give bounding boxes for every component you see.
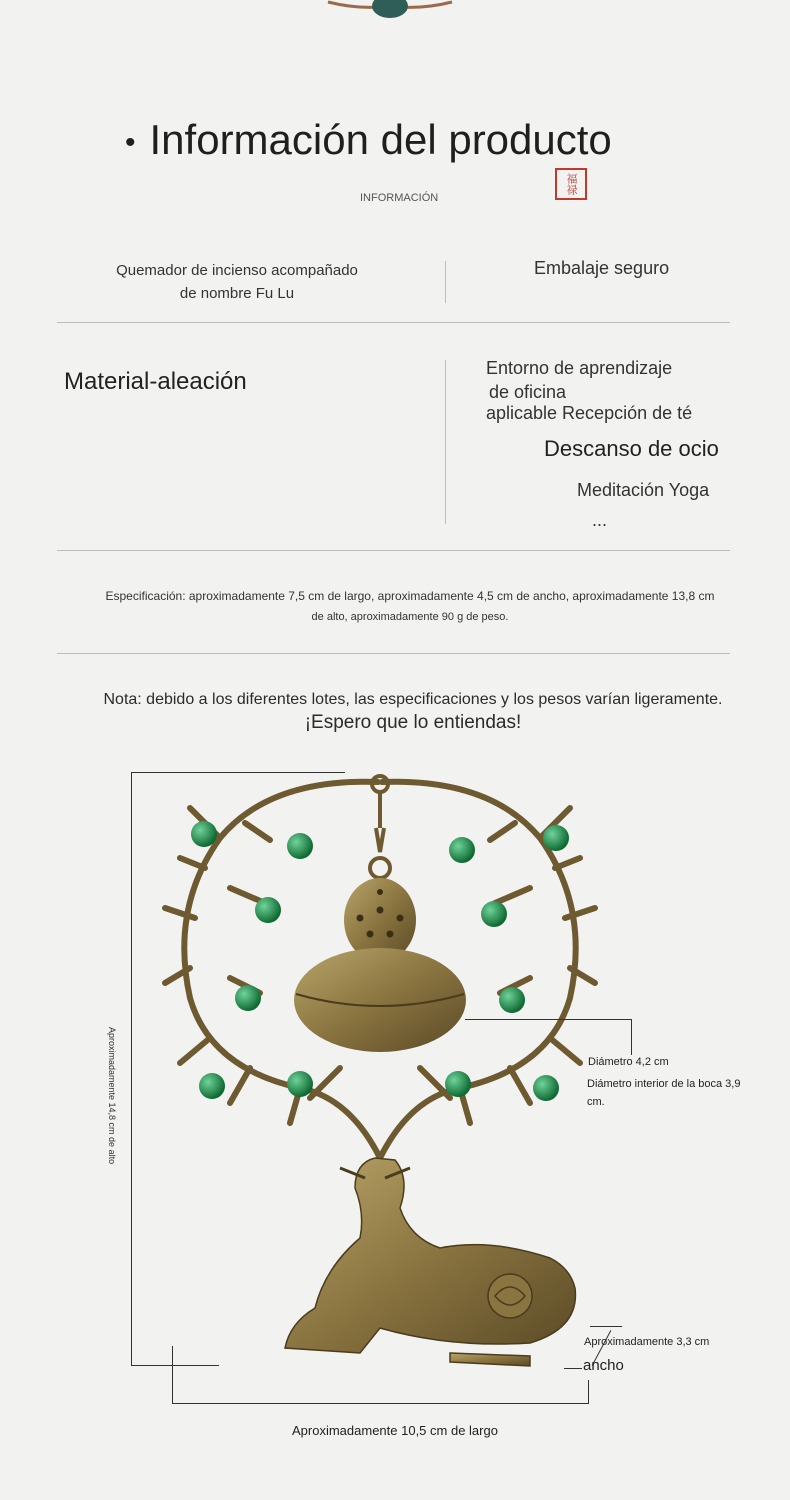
material-label: Material-aleación: [64, 368, 247, 395]
divider-vertical-1: [445, 261, 446, 303]
diameter-line-h: [465, 1019, 631, 1020]
length-line-right: [588, 1380, 589, 1404]
note-line1: Nota: debido a los diferentes lotes, las especificaciones y los pesos varían ligeramente.: [103, 691, 723, 708]
page-subtitle: INFORMACIÓN: [360, 192, 439, 204]
width-line-top: [590, 1326, 622, 1327]
divider-3: [57, 653, 730, 654]
width-line-bottom: [564, 1368, 582, 1369]
environment-line2: de oficina: [489, 382, 567, 402]
height-line-bottom: [131, 1365, 219, 1366]
inner-diameter-line1: Diámetro interior de la boca 3,9: [587, 1078, 741, 1090]
environment-line6: ...: [592, 510, 608, 530]
length-line-bottom: [172, 1403, 589, 1404]
title-bullet: •: [125, 125, 136, 159]
environment-line5: Meditación Yoga: [577, 480, 710, 500]
page-title: • Información del producto: [125, 116, 612, 163]
spec-line2: de alto, aproximadamente 90 g de peso.: [311, 611, 509, 623]
divider-2: [57, 550, 730, 551]
seal-text: 福禄: [565, 173, 578, 195]
diameter-line-v: [631, 1019, 632, 1055]
diameter-label: Diámetro 4,2 cm: [588, 1056, 669, 1068]
length-line-left: [172, 1346, 173, 1404]
environment-line1: Entorno de aprendizaje: [486, 358, 673, 378]
gourd-burner: [294, 878, 466, 1052]
length-label: Aproximadamente 10,5 cm de largo: [292, 1423, 498, 1438]
inner-diameter-line2: cm.: [587, 1096, 605, 1108]
environment-line3: aplicable Recepción de té: [486, 403, 693, 423]
divider-1: [57, 322, 730, 323]
spec-line1: Especificación: aproximadamente 7,5 cm de largo, aproximadamente 4,5 cm de ancho, aproximadamente 13,8 cm: [105, 589, 715, 603]
environment-line4: Descanso de ocio: [544, 436, 719, 461]
height-label: Aproximadamente 14,8 cm de alto: [107, 1027, 117, 1165]
width-label-line1: Aproximadamente 3,3 cm: [584, 1336, 710, 1348]
height-line-top: [131, 772, 345, 773]
packaging-label: Embalaje seguro: [534, 258, 670, 278]
seal-stamp: [555, 168, 587, 200]
height-line-vertical: [131, 772, 132, 1366]
width-label-line2: ancho: [583, 1357, 624, 1374]
note-line2: ¡Espero que lo entiendas!: [304, 712, 522, 733]
incense-burner-illustration: [150, 768, 610, 1378]
divider-vertical-2: [445, 360, 446, 524]
product-name: Quemador de incienso acompañado de nombre Fu Lu: [116, 262, 358, 302]
deer-figure: [285, 1158, 575, 1366]
top-ornament: [320, 0, 460, 24]
